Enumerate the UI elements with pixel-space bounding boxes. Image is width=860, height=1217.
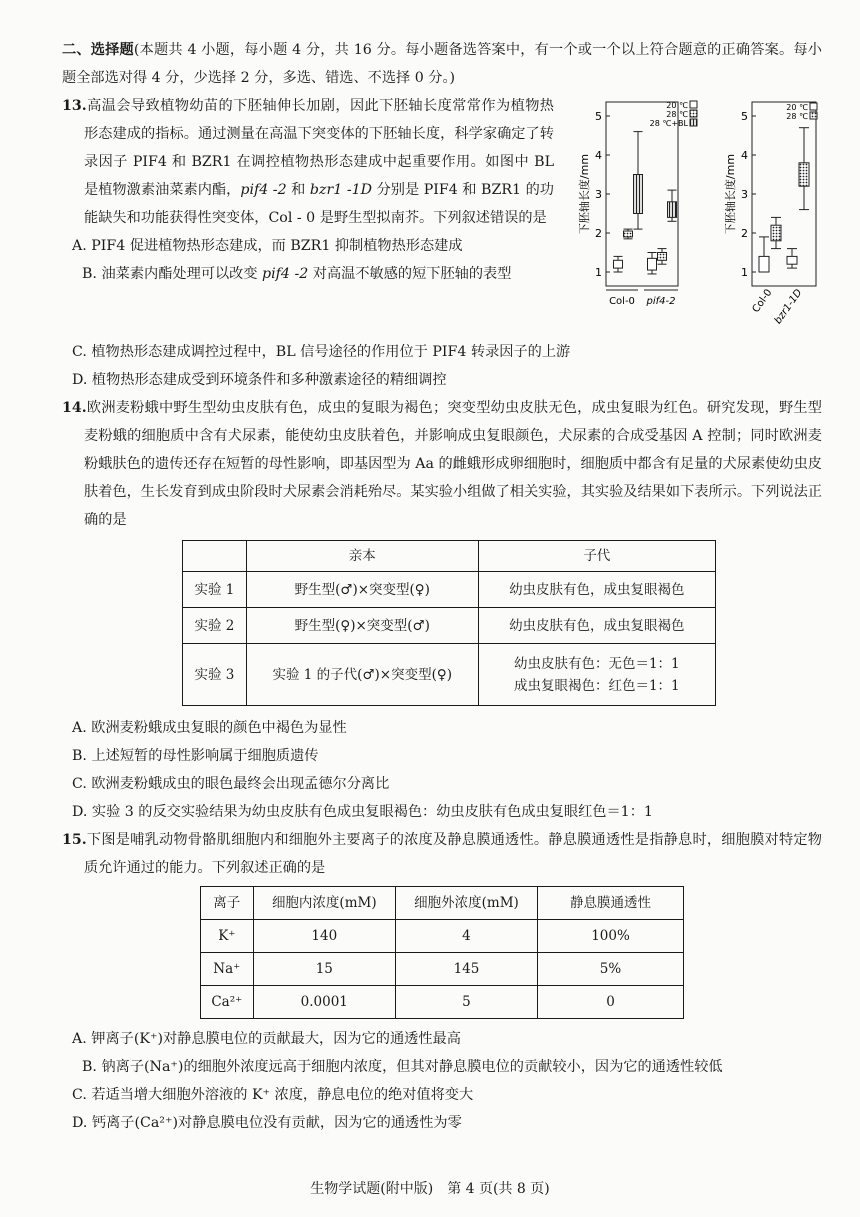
y-tick-label: 4 xyxy=(595,149,602,162)
table-row xyxy=(201,986,684,1019)
table-cell: K⁺ xyxy=(201,920,254,953)
stem-text: 欧洲麦粉蛾中野生型幼虫皮肤有色，成虫的复眼为褐色；突变型幼虫皮肤无色，成虫复眼为红色。研究发现，野生型麦粉蛾的细胞质中含有犬尿素，能使幼虫皮肤着色，并影响成虫复眼颜色，犬尿素的合成受基因 A 控制；同时欧洲麦粉蛾肤色的遗传还存在短暂的母性影响，即基因型为 Aa 的雌蛾形成卵细胞时，细胞质中都含有足量的犬尿素使幼虫皮肤着色，生长发育到成虫阶段时犬尿素会消耗殆尽。某实验小组做了相关实验，其实验及结果如下表所示。下列说法正确的是 xyxy=(84,400,822,528)
y-axis-label: 下胚轴长度/mm xyxy=(578,153,591,235)
box-dots xyxy=(658,253,667,261)
table-cell: 145 xyxy=(395,953,537,986)
section-header xyxy=(62,36,822,92)
legend-swatch xyxy=(810,103,817,110)
x-category-label: Col-0 xyxy=(609,296,635,307)
legend-swatch xyxy=(690,110,697,117)
table-cell: 实验 2 xyxy=(183,608,247,644)
y-tick-label: 5 xyxy=(741,110,748,123)
box-dots xyxy=(771,225,781,241)
table-cell: 4 xyxy=(395,920,537,953)
box-vlines xyxy=(634,175,643,214)
question-13-stem-block xyxy=(62,92,554,288)
table-header-cell: 子代 xyxy=(478,541,715,572)
stem-text: 和 xyxy=(286,182,310,198)
table-cell: 实验 1 的子代(♂)×突变型(♀) xyxy=(246,644,478,706)
option-d: D. 植物热形态建成受到环境条件和多种激素途径的精细调控 xyxy=(72,372,447,388)
option-b xyxy=(72,260,554,288)
question-number: 13. xyxy=(62,98,87,114)
x-category-label: bzr1-1D xyxy=(772,287,805,327)
question-13-stem xyxy=(62,92,554,232)
table-cell: 幼虫皮肤有色，成虫复眼褐色 xyxy=(478,572,715,608)
table-header-cell: 细胞外浓度(mM) xyxy=(395,887,537,920)
y-tick-label: 1 xyxy=(595,266,602,279)
table-cell: 5% xyxy=(538,953,684,986)
question-number: 15. xyxy=(62,832,87,848)
table-row xyxy=(201,920,684,953)
option-d: D. 钙离子(Ca²⁺)对静息膜电位没有贡献，因为它的通透性为零 xyxy=(72,1115,462,1131)
option-text: 对高温不敏感的短下胚轴的表型 xyxy=(308,266,512,282)
y-tick-label: 2 xyxy=(595,227,602,240)
table-cell: 实验 3 xyxy=(183,644,247,706)
table-cell xyxy=(478,644,715,706)
box-white xyxy=(648,258,657,270)
table-cell: 15 xyxy=(253,953,395,986)
offspring-ratio: 成虫复眼褐色：红色＝1：1 xyxy=(513,677,680,694)
box-white xyxy=(787,256,797,264)
legend-swatch xyxy=(690,101,697,108)
page-footer: 生物学试题(附中版) 第 4 页(共 8 页) xyxy=(310,1181,550,1197)
table-cell: 0 xyxy=(538,986,684,1019)
table-header-cell: 离子 xyxy=(201,887,254,920)
table-cell: 5 xyxy=(395,986,537,1019)
exam-page xyxy=(62,36,822,1137)
table-row xyxy=(201,953,684,986)
table-cell: 0.0001 xyxy=(253,986,395,1019)
section-title: 二、选择题 xyxy=(62,42,134,58)
legend-swatch xyxy=(690,119,697,126)
option-c: C. 若适当增大细胞外溶液的 K⁺ 浓度，静息电位的绝对值将变大 xyxy=(72,1087,474,1103)
table-row xyxy=(183,644,716,706)
table-header-cell: 亲本 xyxy=(246,541,478,572)
option-c: C. 欧洲麦粉蛾成虫的眼色最终会出现孟德尔分离比 xyxy=(72,776,390,792)
mutant-name: pif4 -2 xyxy=(240,182,287,198)
y-tick-label: 4 xyxy=(741,149,748,162)
table-header-cell: 静息膜通透性 xyxy=(538,887,684,920)
stem-text: 分别是 PIF4 和 BZR1 的功能缺失和功能获得性突变体，Col - 0 是野生型拟南芥。下列叙述错误的是 xyxy=(84,182,554,226)
box-white xyxy=(614,260,623,268)
option-b: B. 钠离子(Na⁺)的细胞外浓度远高于细胞内浓度，但其对静息膜电位的贡献较小，因为它的通透性较低 xyxy=(82,1059,723,1075)
table-cell: Ca²⁺ xyxy=(201,986,254,1019)
legend-label: 20 ℃ xyxy=(786,103,808,112)
table-cell: 野生型(♂)×突变型(♀) xyxy=(246,572,478,608)
table-cell: 幼虫皮肤有色，成虫复眼褐色 xyxy=(478,608,715,644)
table-header-cell: 细胞内浓度(mM) xyxy=(253,887,395,920)
experiment-table xyxy=(182,540,716,706)
option-a: A. PIF4 促进植物热形态建成，而 BZR1 抑制植物热形态建成 xyxy=(72,238,463,254)
y-tick-label: 2 xyxy=(741,227,748,240)
legend-label: 20 ℃ xyxy=(666,101,688,110)
option-d: D. 实验 3 的反交实验结果为幼虫皮肤有色成虫复眼褐色：幼虫皮肤有色成虫复眼红色＝1：1 xyxy=(72,804,653,820)
table-cell: 140 xyxy=(253,920,395,953)
box-chart-pif4 xyxy=(560,94,702,309)
option-a: A. 欧洲麦粉蛾成虫复眼的颜色中褐色为显性 xyxy=(72,720,347,736)
question-13 xyxy=(62,92,822,338)
y-tick-label: 3 xyxy=(741,188,748,201)
option-a: A. 钾离子(K⁺)对静息膜电位的贡献最大，因为它的通透性最高 xyxy=(72,1031,461,1047)
offspring-ratio: 幼虫皮肤有色：无色＝1：1 xyxy=(513,655,680,672)
legend-label: 28 ℃+BL xyxy=(649,119,688,128)
ion-table xyxy=(200,886,684,1019)
option-b: B. 上述短暂的母性影响属于细胞质遗传 xyxy=(72,748,319,764)
y-axis-label: 下胚轴长度/mm xyxy=(724,153,737,235)
legend-swatch xyxy=(810,112,817,119)
option-c: C. 植物热形态建成调控过程中，BL 信号途径的作用位于 PIF4 转录因子的上游 xyxy=(72,344,571,360)
box-dots xyxy=(799,163,809,186)
table-row xyxy=(183,572,716,608)
y-tick-label: 5 xyxy=(595,110,602,123)
y-tick-label: 1 xyxy=(741,266,748,279)
legend-label: 28 ℃ xyxy=(666,110,688,119)
box-white xyxy=(759,256,769,272)
question-number: 14. xyxy=(62,400,87,416)
y-tick-label: 3 xyxy=(595,188,602,201)
box-vlines xyxy=(668,202,677,218)
table-row xyxy=(183,608,716,644)
x-category-label: Col-0 xyxy=(750,287,775,315)
table-cell: 野生型(♀)×突变型(♂) xyxy=(246,608,478,644)
legend-label: 28 ℃ xyxy=(786,112,808,121)
stem-text: 下图是哺乳动物骨骼肌细胞内和细胞外主要离子的浓度及静息膜通透性。静息膜通透性是指静息时，细胞膜对特定物质允许通过的能力。下列叙述正确的是 xyxy=(84,832,822,876)
table-header-row xyxy=(183,541,716,572)
box-chart-bzr1 xyxy=(712,94,822,334)
question-15-stem xyxy=(62,826,822,882)
stem-text: 高温会导致植物幼苗的下胚轴伸长加剧，因此下胚轴长度常常作为植物热形态建成的指标。通过测量在高温下突变体的下胚轴长度，科学家确定了转录因子 PIF4 和 BZR1 在调控植物热形态建成中起重要作用。如图中 BL 是植物激素油菜素内酯， xyxy=(84,98,554,198)
mutant-name: bzr1 -1D xyxy=(309,182,373,198)
question-14-stem xyxy=(62,394,822,534)
option-text: B. 油菜素内酯处理可以改变 xyxy=(82,266,263,282)
table-header-row xyxy=(201,887,684,920)
box-dots xyxy=(624,231,633,237)
section-instructions: (本题共 4 小题，每小题 4 分，共 16 分。每小题备选答案中，有一个或一个以上符合题意的正确答案。每小题全部选对得 4 分，少选择 2 分，多选、错选、不选择 0 分。) xyxy=(62,42,822,86)
mutant-name: pif4 -2 xyxy=(262,266,309,282)
table-header-cell xyxy=(183,541,247,572)
table-cell: 100% xyxy=(538,920,684,953)
table-cell: 实验 1 xyxy=(183,572,247,608)
x-category-label: pif4-2 xyxy=(646,296,676,307)
table-cell: Na⁺ xyxy=(201,953,254,986)
